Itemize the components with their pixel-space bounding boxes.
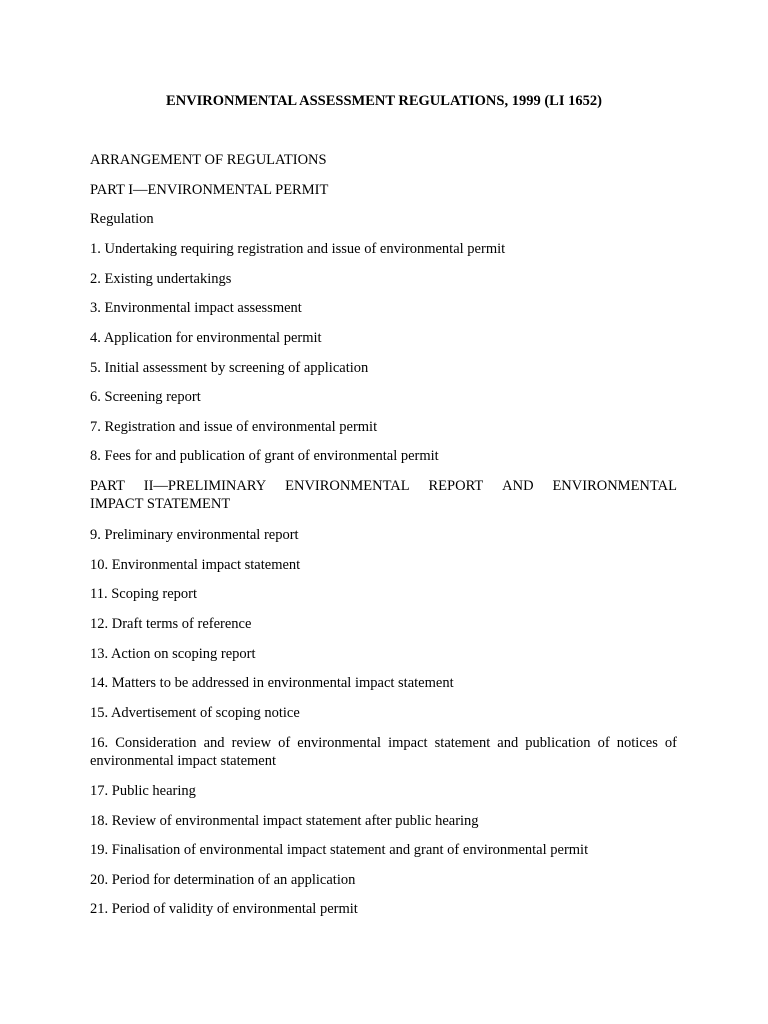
document-title: ENVIRONMENTAL ASSESSMENT REGULATIONS, 1999 (LI 1652) bbox=[166, 93, 602, 109]
part2-heading-word: AND bbox=[502, 478, 534, 494]
list-item: 10. Environmental impact statement bbox=[90, 557, 301, 573]
list-item-16: 16. Consideration and review of environmental impact statement and publication of notices of environmental impact statement bbox=[90, 735, 677, 769]
part2-heading-word: PART bbox=[90, 478, 125, 494]
regulation-label: Regulation bbox=[90, 211, 154, 227]
list-item: 14. Matters to be addressed in environmental impact statement bbox=[90, 675, 454, 691]
list-item: 7. Registration and issue of environmental permit bbox=[90, 419, 378, 435]
part1-heading: PART I—ENVIRONMENTAL PERMIT bbox=[90, 182, 329, 198]
list-item: 6. Screening report bbox=[90, 389, 201, 405]
list-item: 18. Review of environmental impact statement after public hearing bbox=[90, 813, 479, 829]
part2-heading-line2: IMPACT STATEMENT bbox=[90, 496, 231, 512]
list-item: 17. Public hearing bbox=[90, 783, 196, 799]
part2-heading-word: REPORT bbox=[428, 478, 484, 494]
list-item: 13. Action on scoping report bbox=[90, 646, 256, 662]
part2-heading-word: II—PRELIMINARY bbox=[143, 478, 267, 494]
part2-heading-word: ENVIRONMENTAL bbox=[285, 478, 410, 494]
list-item: 8. Fees for and publication of grant of environmental permit bbox=[90, 448, 439, 464]
part2-heading-line1 bbox=[90, 477, 677, 495]
list-item: 4. Application for environmental permit bbox=[90, 330, 322, 346]
list-item: 1. Undertaking requiring registration and issue of environmental permit bbox=[90, 241, 506, 257]
arrangement-heading: ARRANGEMENT OF REGULATIONS bbox=[90, 152, 327, 168]
list-item: 21. Period of validity of environmental permit bbox=[90, 901, 358, 917]
part2-heading bbox=[90, 477, 677, 513]
list-item: 15. Advertisement of scoping notice bbox=[90, 705, 300, 721]
list-item: 2. Existing undertakings bbox=[90, 271, 232, 287]
list-item: 3. Environmental impact assessment bbox=[90, 300, 302, 316]
list-item: 12. Draft terms of reference bbox=[90, 616, 252, 632]
list-item: 20. Period for determination of an application bbox=[90, 872, 356, 888]
list-item: 9. Preliminary environmental report bbox=[90, 527, 299, 543]
part2-heading-word: ENVIRONMENTAL bbox=[552, 478, 677, 494]
list-item: 11. Scoping report bbox=[90, 586, 197, 602]
list-item: 19. Finalisation of environmental impact statement and grant of environmental permit bbox=[90, 842, 589, 858]
list-item: 5. Initial assessment by screening of application bbox=[90, 360, 369, 376]
